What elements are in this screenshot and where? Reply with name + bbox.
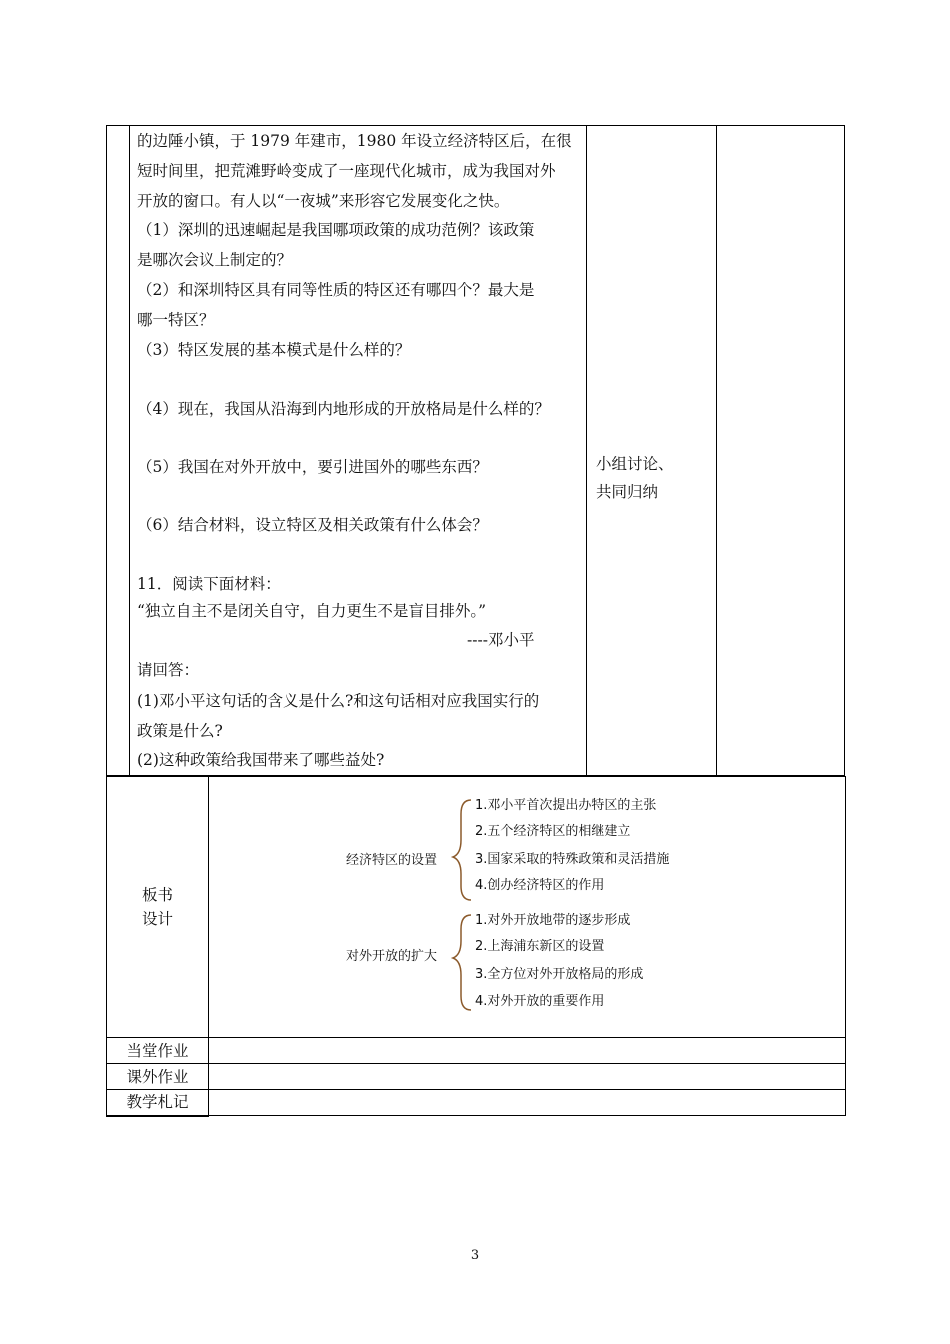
- question-3: （3）特区发展的基本模式是什么样的？: [137, 341, 411, 359]
- classwork-label: 当堂作业: [107, 1038, 209, 1064]
- quote: “独立自主不是闭关自守，自力更生不是盲目排外。”: [137, 602, 487, 620]
- classwork-cell: [209, 1038, 846, 1064]
- topic1-item: 1.邓小平首次提出办特区的主张: [475, 797, 657, 813]
- board-design-label: [107, 777, 209, 1038]
- board-label-line: 设计: [141, 910, 173, 928]
- quote-attribution: ----邓小平: [467, 631, 535, 649]
- question-2: （2）和深圳特区具有同等性质的特区还有哪四个？最大是: [137, 281, 535, 299]
- material-line: 哪一特区？: [137, 311, 215, 329]
- question-6: （6）结合材料，设立特区及相关政策有什么体会？: [137, 516, 488, 534]
- answer-prompt: 请回答：: [137, 661, 200, 679]
- sub-question-2: (2)这种政策给我国带来了哪些益处?: [137, 751, 385, 769]
- method-line: 共同归纳: [596, 483, 659, 501]
- question-4: （4）现在，我国从沿海到内地形成的开放格局是什么样的？: [137, 400, 550, 418]
- material-line: 政策是什么?: [137, 722, 223, 740]
- homework-label: 课外作业: [107, 1064, 209, 1090]
- column-divider: [716, 126, 717, 775]
- topic1-item: 3.国家采取的特殊政策和灵活措施: [475, 851, 670, 867]
- material-line: 是哪次会议上制定的？: [137, 251, 293, 269]
- topic2-item: 1.对外开放地带的逐步形成: [475, 912, 631, 928]
- summary-table: [106, 776, 846, 1117]
- column-divider: [129, 126, 130, 775]
- teaching-method: [596, 450, 674, 506]
- material-line: 开放的窗口。有人以“一夜城”来形容它发展变化之快。: [137, 192, 510, 210]
- column-divider: [586, 126, 587, 775]
- question-1: （1）深圳的迅速崛起是我国哪项政策的成功范例？该政策: [137, 221, 535, 239]
- homework-cell: [209, 1064, 846, 1090]
- question-5: （5）我国在对外开放中，要引进国外的哪些东西？: [137, 458, 488, 476]
- brace-topic1: [453, 800, 471, 900]
- board-label-line: 板书: [141, 886, 173, 904]
- board-diagram: [209, 778, 845, 1037]
- topic2-item: 2.上海浦东新区的设置: [475, 938, 605, 954]
- topic-special-zones: 经济特区的设置: [346, 852, 438, 868]
- teaching-notes-label: 教学札记: [107, 1090, 209, 1116]
- teaching-notes-cell: [209, 1090, 846, 1116]
- topic-opening-up: 对外开放的扩大: [346, 948, 438, 964]
- sub-question-1: (1)邓小平这句话的含义是什么?和这句话相对应我国实行的: [137, 692, 540, 710]
- material-line: 短时间里，把荒滩野岭变成了一座现代化城市，成为我国对外: [137, 162, 556, 180]
- board-design-cell: [209, 777, 846, 1038]
- page-number: 3: [470, 1248, 480, 1263]
- topic1-item: 4.创办经济特区的作用: [475, 877, 605, 893]
- brace-topic2: [453, 915, 471, 1010]
- question-11-heading: 11．阅读下面材料：: [137, 575, 281, 593]
- material-line: 的边陲小镇，于 1979 年建市，1980 年设立经济特区后，在很: [137, 132, 572, 150]
- method-line: 小组讨论、: [596, 455, 674, 473]
- topic1-item: 2.五个经济特区的相继建立: [475, 823, 631, 839]
- topic2-item: 3.全方位对外开放格局的形成: [475, 966, 644, 982]
- lesson-table-continued: [106, 125, 845, 776]
- topic2-item: 4.对外开放的重要作用: [475, 993, 605, 1009]
